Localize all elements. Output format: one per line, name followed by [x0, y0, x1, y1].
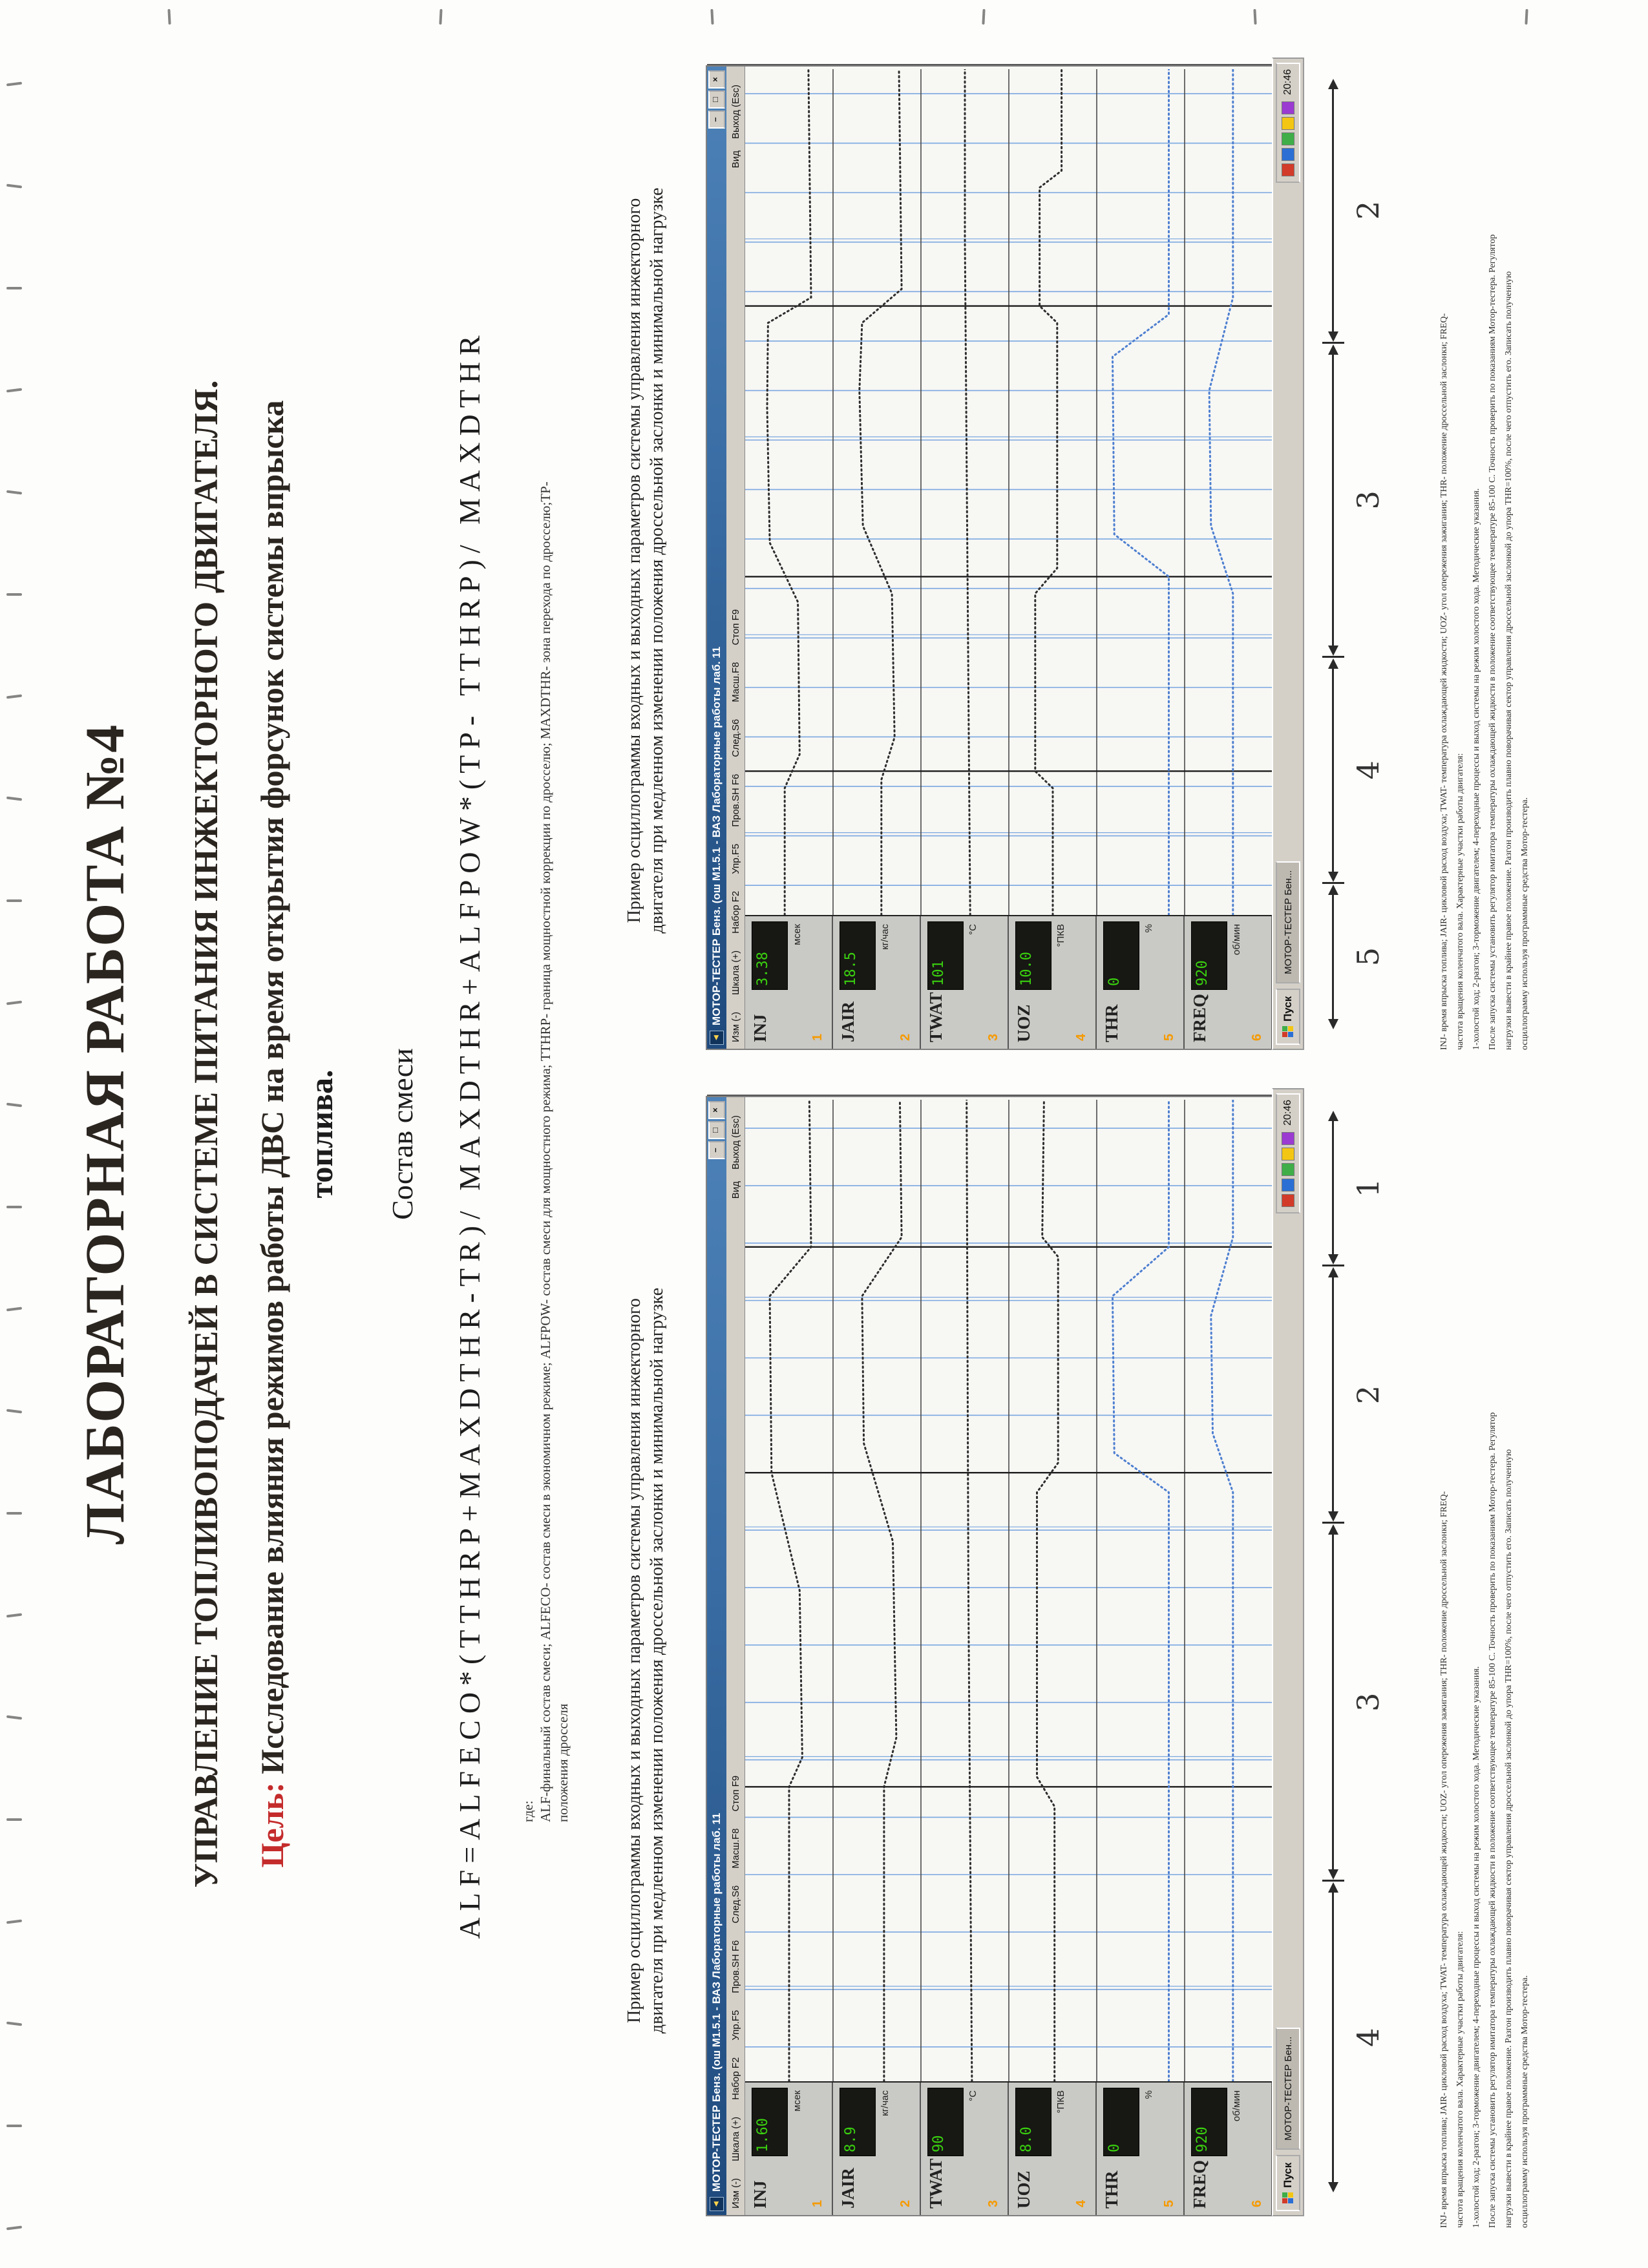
arrowhead-left-icon	[1328, 1019, 1338, 1029]
edge-mark	[439, 9, 442, 25]
tray-icon-yellow[interactable]	[1282, 1148, 1294, 1160]
caption-left-line1: Пример осциллограммы входных и выходных параметров системы управления инжекторного	[624, 1298, 644, 2023]
channel-number: 6	[1250, 2200, 1264, 2207]
oscillogram-area	[745, 67, 1273, 1049]
region-arrow-line	[1332, 894, 1334, 1020]
footnote-line: INJ- время впрыска топлива; JAIR- цикловой расход воздуха; TWAT- температура охлаждающей жидкости; UOZ- угол опережения зажигания; THR- положение дроссельной заслонки; FREQ-	[1439, 1491, 1449, 2228]
footnote-line: осциллограмму используя программные средства Мотор-тестера.	[1520, 797, 1530, 1050]
channel-unit: кг/час	[880, 2090, 891, 2116]
channel-box-uoz	[1009, 2083, 1097, 2215]
menu-item[interactable]: Стоп F9	[730, 1775, 741, 1812]
footnote-line: INJ- время впрыска топлива; JAIR- цикловой расход воздуха; TWAT- температура охлаждающей жидкости; UOZ- угол опережения зажигания; THR- положение дроссельной заслонки; FREQ-	[1439, 313, 1449, 1050]
tray-icon-red[interactable]	[1282, 1194, 1294, 1207]
menu-item[interactable]: Упр.F5	[730, 843, 741, 874]
mixture-formula: ALF=ALFECO*(TTHRP+MAXDTHR-TR)/ MAXDTHR+ALFPOW*(TP- TTHRP)/ MAXDTHR	[453, 329, 486, 1939]
region-tick	[1322, 1265, 1344, 1267]
binding-mark	[6, 1613, 22, 1618]
channel-name: FREQ	[1190, 993, 1209, 1042]
trace-thr	[1113, 69, 1169, 915]
waveform-svg	[745, 69, 1273, 915]
taskbar-left	[1272, 1088, 1304, 2216]
trace-uoz	[1035, 69, 1062, 915]
window-titlebar	[707, 67, 726, 1049]
channel-number: 4	[1074, 1033, 1088, 1041]
region-tick	[1322, 882, 1344, 884]
arrowhead-right-icon	[1328, 79, 1338, 89]
channel-value: 0	[1106, 2143, 1123, 2152]
binding-mark	[6, 1512, 22, 1515]
footnote-line: нагрузки вывести в крайнее правое положение. Разгон производить плавно поворачивая сектор управления дроссельной заслонкой до упора THR=100%, после чего отпустить его. Записать полученную	[1504, 1449, 1514, 2228]
arrowhead-right-icon	[1328, 1111, 1338, 1121]
footnote-line: 1-холостой ход; 2-разгон; 3-торможение двигателем; 4-переходные процессы и выход системы на режим холостого хода. Методические указания.	[1472, 488, 1481, 1050]
arrowhead-right-icon	[1328, 1268, 1338, 1278]
channel-name: THR	[1102, 1004, 1121, 1042]
caption-left	[623, 1092, 668, 2229]
maximize-button[interactable]: □	[708, 1121, 725, 1139]
goal-line-2: топлива.	[303, 1069, 339, 1199]
channel-value-display	[1103, 921, 1139, 990]
channel-name: TWAT	[926, 2158, 945, 2209]
binding-mark	[6, 184, 22, 189]
window-title: МОТОР-ТЕСТЕР Бенз. (ош М1.5.1 - ВАЗ Лабораторные работы лаб. 11	[710, 1812, 723, 2192]
menu-item[interactable]: Изм (-)	[730, 2178, 741, 2209]
region-tick	[1322, 1522, 1344, 1524]
heading: УПРАВЛЕНИЕ ТОПЛИВОПОДАЧЕЙ В СИСТЕМЕ ПИТАНИЯ ИНЖЕКТОРНОГО ДВИГАТЕЛЯ.	[188, 380, 225, 1888]
region-number: 4	[1351, 761, 1386, 780]
binding-mark	[6, 1716, 22, 1720]
channel-value: 8.9	[843, 2126, 859, 2152]
waveform-plot	[745, 69, 1276, 915]
edge-mark	[982, 9, 985, 25]
window-icon: ◄	[710, 1031, 724, 1045]
flag-pane	[1282, 1032, 1287, 1037]
flag-pane	[1282, 1026, 1287, 1031]
system-tray	[1276, 63, 1300, 183]
menu-bar	[726, 67, 745, 1049]
channel-box-freq	[1185, 2083, 1273, 2215]
channel-unit: °ПКВ	[1055, 924, 1066, 947]
menu-item[interactable]: След.S6	[730, 1885, 741, 1924]
channel-value: 10.0	[1019, 952, 1035, 986]
motortester-window-left	[706, 1096, 1274, 2216]
caption-right-line1: Пример осциллограммы входных и выходных параметров системы управления инжекторного	[624, 198, 644, 923]
channel-value-display	[752, 2088, 788, 2156]
region-arrow-line	[1332, 1277, 1334, 1513]
taskbar-app-button[interactable]: МОТОР-ТЕСТЕР Бен...	[1276, 2028, 1300, 2150]
arrowhead-left-icon	[1328, 1869, 1338, 1880]
binding-mark	[6, 1103, 22, 1108]
region-markers-left	[1322, 1098, 1393, 2216]
channel-value: 920	[1194, 2126, 1210, 2152]
start-button[interactable]	[1276, 2155, 1300, 2211]
region-number: 3	[1351, 1692, 1386, 1712]
menu-item[interactable]: Масш.F8	[730, 662, 741, 702]
region-arrow-line	[1332, 88, 1334, 332]
channel-box-freq	[1185, 916, 1273, 1049]
channel-number: 2	[898, 1033, 913, 1041]
tray-icon-red[interactable]	[1282, 163, 1294, 176]
arrowhead-left-icon	[1328, 331, 1338, 342]
footnote-right	[1436, 50, 1533, 1050]
channel-name: THR	[1102, 2170, 1121, 2209]
taskbar-right	[1272, 58, 1304, 1050]
menu-item[interactable]: Стоп F9	[730, 609, 741, 646]
region-arrow-line	[1332, 1891, 1334, 2183]
start-button[interactable]	[1276, 989, 1300, 1045]
arrowhead-right-icon	[1328, 885, 1338, 895]
footnote-line: После запуска системы установить регулятор имитатора температуры охлаждающей жидкости в положение соответствующее температуре 85-100 С. Точность проверить по показаниям Мотор-тестера. Регулятор	[1488, 1412, 1497, 2228]
goal-text: Исследование влияния режимов работы ДВС на время открытия форсунок системы впрыска	[254, 400, 290, 1783]
binding-mark	[6, 797, 22, 801]
window-icon: ◄	[710, 2197, 724, 2211]
close-button[interactable]: ×	[708, 1101, 725, 1119]
arrowhead-left-icon	[1328, 2182, 1338, 2192]
edge-mark	[710, 9, 713, 25]
trace-twat	[965, 69, 970, 915]
channel-unit: °ПКВ	[1055, 2090, 1066, 2114]
channel-value-display	[840, 2088, 876, 2156]
channel-box-inj	[745, 2083, 833, 2215]
oscillogram-area	[745, 1097, 1273, 2215]
where-line-2: положения дросселя	[555, 1703, 571, 1822]
channel-box-twat	[921, 916, 1009, 1049]
arrowhead-left-icon	[1328, 1255, 1338, 1265]
goal-line	[253, 0, 291, 2268]
footnote-left	[1436, 1081, 1533, 2228]
menu-item[interactable]: Набор F2	[730, 2057, 741, 2100]
channel-panel	[745, 2081, 1273, 2215]
menu-bar	[726, 1097, 745, 2215]
tray-icon-blue[interactable]	[1282, 148, 1294, 161]
minimize-button[interactable]: –	[708, 110, 725, 129]
menu-item[interactable]: Пров.SH F6	[730, 773, 741, 827]
channel-box-uoz	[1009, 916, 1097, 1049]
start-label: Пуск	[1282, 2162, 1294, 2188]
binding-mark	[6, 593, 22, 596]
region-number: 2	[1351, 200, 1386, 220]
channel-number: 3	[986, 2200, 1000, 2207]
arrowhead-left-icon	[1328, 646, 1338, 656]
arrowhead-right-icon	[1328, 658, 1338, 669]
menu-item[interactable]: Вид	[730, 151, 741, 169]
edge-mark	[167, 9, 171, 25]
section-title: Состав смеси	[386, 1048, 419, 1220]
menu-item[interactable]: Выход (Esc)	[730, 1115, 741, 1170]
binding-mark	[6, 2125, 22, 2127]
region-number: 5	[1351, 947, 1386, 967]
footnote-line: частота вращения коленчатого вала. Характерные участки работы двигателя:	[1455, 753, 1465, 1050]
channel-panel	[745, 915, 1273, 1049]
region-tick	[1322, 1880, 1344, 1882]
channel-name: JAIR	[838, 2167, 858, 2209]
menu-item[interactable]: Масш.F8	[730, 1828, 741, 1869]
tray-icon-blue[interactable]	[1282, 1179, 1294, 1192]
channel-number: 1	[810, 1033, 825, 1041]
binding-mark	[6, 1001, 22, 1005]
channel-value-display	[927, 2088, 964, 2156]
channel-value-display	[1191, 921, 1227, 990]
region-number: 4	[1351, 2028, 1386, 2047]
flag-pane	[1282, 2198, 1287, 2203]
trace-jair	[860, 69, 902, 915]
menu-item[interactable]: Вид	[730, 1181, 741, 1199]
edge-mark	[1525, 9, 1528, 25]
tray-icon-green[interactable]	[1282, 1163, 1294, 1176]
minimize-button[interactable]: –	[708, 1141, 725, 1159]
taskbar-clock: 20:46	[1282, 1100, 1293, 1126]
region-number: 1	[1351, 1178, 1386, 1198]
binding-mark	[6, 490, 22, 495]
arrowhead-right-icon	[1328, 1882, 1338, 1893]
binding-mark	[6, 1307, 22, 1312]
menu-item[interactable]: Пров.SH F6	[730, 1940, 741, 1993]
channel-name: UOZ	[1014, 2170, 1033, 2209]
channel-number: 5	[1162, 2200, 1176, 2207]
channel-unit: кг/час	[880, 924, 891, 950]
channel-value-display	[1103, 2088, 1139, 2156]
tray-icon-yellow[interactable]	[1282, 117, 1294, 130]
footnote-line: частота вращения коленчатого вала. Характерные участки работы двигателя:	[1455, 1931, 1465, 2228]
region-tick	[1322, 656, 1344, 658]
region-arrow-line	[1332, 1533, 1334, 1871]
waveform-svg	[745, 1100, 1273, 2081]
maximize-button[interactable]: □	[708, 90, 725, 109]
where-label: где:	[520, 1800, 536, 1822]
menu-item[interactable]: Набор F2	[730, 890, 741, 934]
channel-value: 90	[931, 2135, 947, 2152]
menu-item[interactable]: Упр.F5	[730, 2010, 741, 2041]
tray-icon-purple[interactable]	[1282, 1132, 1294, 1145]
system-tray	[1276, 1093, 1300, 1213]
taskbar-clock: 20:46	[1282, 69, 1293, 96]
channel-box-jair	[833, 916, 921, 1049]
flag-pane	[1288, 2198, 1293, 2203]
channel-unit: °C	[967, 924, 978, 935]
channel-number: 1	[810, 2200, 825, 2207]
region-markers-right	[1322, 68, 1393, 1050]
channel-unit: об/мин	[1231, 2090, 1242, 2122]
window-titlebar	[707, 1097, 726, 2215]
channel-name: UOZ	[1014, 1004, 1033, 1042]
binding-mark	[6, 1206, 22, 1208]
window-title: МОТОР-ТЕСТЕР Бенз. (ош М1.5.1 - ВАЗ Лабораторные работы лаб. 11	[710, 646, 723, 1025]
channel-value-display	[840, 921, 876, 990]
flag-pane	[1282, 2192, 1287, 2198]
flag-pane	[1288, 1026, 1293, 1031]
channel-name: INJ	[750, 2180, 770, 2209]
caption-right-line2: двигателя при медленном изменении положения дроссельной заслонки и минимальной нагрузке	[647, 187, 667, 934]
arrowhead-right-icon	[1328, 1524, 1338, 1535]
channel-value: 3.38	[755, 952, 771, 986]
channel-value: 1.60	[755, 2118, 771, 2152]
channel-name: JAIR	[838, 1001, 858, 1042]
channel-unit: об/мин	[1231, 924, 1242, 956]
channel-unit: %	[1143, 924, 1154, 933]
region-number: 2	[1351, 1385, 1386, 1405]
where-line-1: ALF-финальный состав смеси; ALFECO- состав смеси в экономичном режиме; ALFPOW- состав смеси для мощностного режима; TTHRP- граница мощностной коррекции по дросселю; MAXDTHR- зона перехода по дросселю;TP-	[538, 481, 553, 1822]
flag-pane	[1288, 2192, 1293, 2198]
waveform-plot	[745, 1100, 1276, 2081]
channel-value: 920	[1194, 960, 1210, 986]
footnote-line: осциллограмму используя программные средства Мотор-тестера.	[1520, 1975, 1530, 2228]
binding-mark	[6, 899, 22, 902]
binding-mark	[6, 82, 22, 87]
channel-box-thr	[1097, 916, 1185, 1049]
footnote-line: После запуска системы установить регулятор имитатора температуры охлаждающей жидкости в положение соответствующее температуре 85-100 С. Точность проверить по показаниям Мотор-тестера. Регулятор	[1488, 234, 1497, 1050]
binding-mark	[6, 287, 22, 289]
taskbar-app-button[interactable]: МОТОР-ТЕСТЕР Бен...	[1276, 861, 1300, 983]
channel-value-display	[752, 921, 788, 990]
goal-label: Цель:	[254, 1782, 290, 1868]
flag-pane	[1288, 1032, 1293, 1037]
close-button[interactable]: ×	[708, 70, 725, 89]
channel-name: FREQ	[1190, 2159, 1209, 2209]
caption-left-line2: двигателя при медленном изменении положения дроссельной заслонки и минимальной нагрузке	[647, 1287, 667, 2034]
channel-unit: °C	[967, 2090, 978, 2101]
window-buttons	[708, 1101, 725, 1159]
channel-value-display	[1015, 921, 1051, 990]
channel-unit: мсек	[792, 2090, 803, 2112]
menu-item[interactable]: Изм (-)	[730, 1011, 741, 1042]
arrowhead-left-icon	[1328, 872, 1338, 882]
edge-mark	[1253, 9, 1256, 25]
binding-mark	[6, 1920, 22, 1924]
page-title: ЛАБОРАТОРНАЯ РАБОТА №4	[74, 723, 136, 1545]
binding-mark	[6, 2022, 22, 2026]
caption-right	[623, 61, 668, 1060]
channel-number: 4	[1074, 2200, 1088, 2207]
channel-unit: мсек	[792, 924, 803, 945]
channel-box-inj	[745, 916, 833, 1049]
channel-box-twat	[921, 2083, 1009, 2215]
tray-icon-green[interactable]	[1282, 132, 1294, 145]
region-number: 3	[1351, 490, 1386, 510]
arrowhead-right-icon	[1328, 344, 1338, 355]
binding-mark	[6, 388, 22, 393]
footnote-line: нагрузки вывести в крайнее правое положение. Разгон производить плавно поворачивая сектор управления дроссельной заслонкой до упора THR=100%, после чего отпустить его. Записать полученную	[1504, 271, 1514, 1050]
channel-box-thr	[1097, 2083, 1185, 2215]
channel-value: 101	[931, 960, 947, 986]
tray-icon-purple[interactable]	[1282, 101, 1294, 114]
channel-number: 3	[986, 1033, 1000, 1041]
channel-value-display	[927, 921, 964, 990]
channel-number: 5	[1162, 1033, 1176, 1041]
trace-inj	[767, 69, 811, 915]
start-label: Пуск	[1282, 996, 1294, 1022]
channel-name: TWAT	[926, 992, 945, 1042]
menu-item[interactable]: След.S6	[730, 719, 741, 757]
region-arrow-line	[1332, 353, 1334, 647]
footnote-line: 1-холостой ход; 2-разгон; 3-торможение двигателем; 4-переходные процессы и выход системы на режим холостого хода. Методические указания.	[1472, 1666, 1481, 2228]
binding-mark	[6, 2226, 22, 2231]
channel-value: 18.5	[843, 952, 859, 986]
windows-flag-icon	[1282, 1025, 1294, 1037]
channel-value-display	[1015, 2088, 1051, 2156]
channel-number: 6	[1250, 1033, 1264, 1041]
channel-number: 2	[898, 2200, 913, 2207]
region-tick	[1322, 342, 1344, 344]
binding-mark	[6, 1818, 22, 1821]
motortester-window-right	[706, 65, 1274, 1050]
windows-flag-icon	[1282, 2192, 1294, 2203]
region-arrow-line	[1332, 1120, 1334, 1255]
window-buttons	[708, 70, 725, 129]
binding-mark	[6, 1409, 22, 1414]
trace-freq	[1209, 69, 1233, 915]
channel-value-display	[1191, 2088, 1227, 2156]
menu-item[interactable]: Шкала (+)	[730, 2116, 741, 2161]
channel-value: 8.0	[1019, 2126, 1035, 2152]
channel-unit: %	[1143, 2090, 1154, 2099]
channel-box-jair	[833, 2083, 921, 2215]
binding-mark	[6, 695, 22, 699]
menu-item[interactable]: Шкала (+)	[730, 950, 741, 995]
region-arrow-line	[1332, 667, 1334, 873]
menu-item[interactable]: Выход (Esc)	[730, 85, 741, 140]
formula-legend	[520, 168, 572, 1822]
channel-name: INJ	[750, 1014, 770, 1042]
arrowhead-left-icon	[1328, 1511, 1338, 1522]
channel-value: 0	[1106, 977, 1123, 986]
